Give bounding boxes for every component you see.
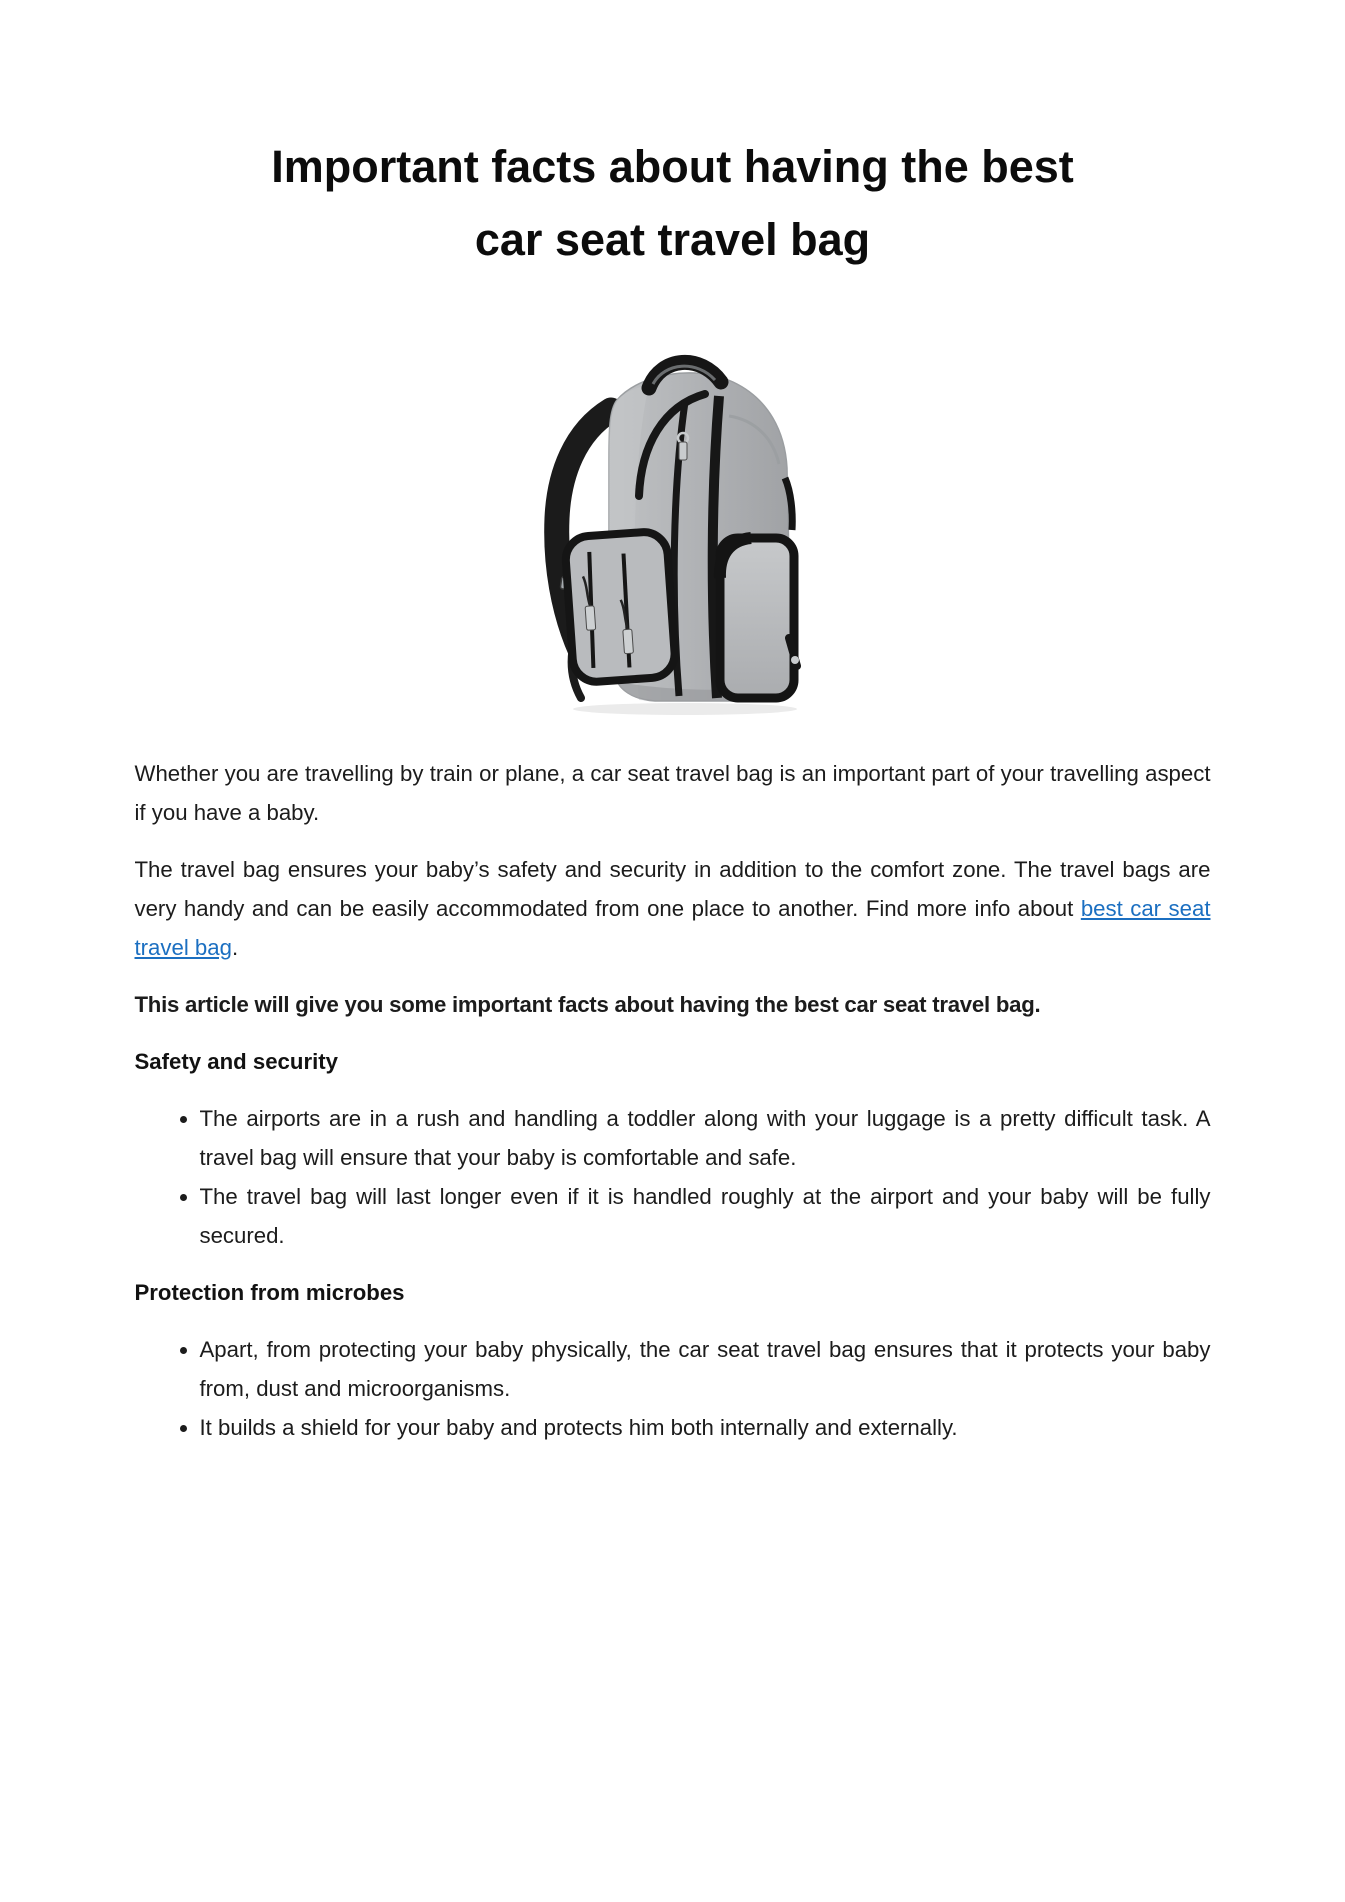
bag-shadow (573, 703, 797, 715)
emphasis-paragraph: This article will give you some important facts about having the best car seat travel bag. (134, 992, 1041, 1017)
backpack-front-pocket-right (719, 538, 793, 698)
second-paragraph-period: . (231, 935, 239, 960)
second-paragraph (135, 850, 1211, 967)
title-line-1: Important facts about having the best (271, 141, 1074, 192)
list-item: • It builds a shield for your baby and protects him both internally and externally. (200, 1408, 1211, 1447)
backpack-illustration (523, 346, 823, 718)
list-item: • The travel bag will last longer even if it is handled roughly at the airport and your baby will be fully secured. (200, 1177, 1211, 1255)
page-title (0, 0, 1345, 276)
section-heading-safety: Safety and security (134, 1049, 338, 1074)
list-item: • The airports are in a rush and handling a toddler along with your luggage is a pretty difficult task. A travel bag will ensure that your baby is comfortable and safe. (200, 1099, 1211, 1177)
article-body (135, 718, 1211, 1447)
section-heading-microbes: Protection from microbes (134, 1280, 405, 1305)
safety-bullet-list (135, 1099, 1211, 1255)
backpack-front-pocket-left (564, 531, 676, 684)
best-car-seat-travel-bag-link[interactable]: best car seat travel bag (134, 896, 1211, 960)
backpack-image (523, 346, 823, 718)
second-paragraph-text: The travel bag ensures your baby’s safety and security in addition to the comfort zone. The travel bags are very handy and can be easily accommodated from one place to another. Find more info about (134, 857, 1211, 921)
title-line-2: car seat travel bag (474, 214, 871, 265)
microbes-bullet-list (135, 1330, 1211, 1447)
list-item: • Apart, from protecting your baby physically, the car seat travel bag ensures that it protects your baby from, dust and microorganisms. (200, 1330, 1211, 1408)
intro-paragraph: Whether you are travelling by train or plane, a car seat travel bag is an important part of your travelling aspect if you have a baby. (134, 761, 1211, 825)
